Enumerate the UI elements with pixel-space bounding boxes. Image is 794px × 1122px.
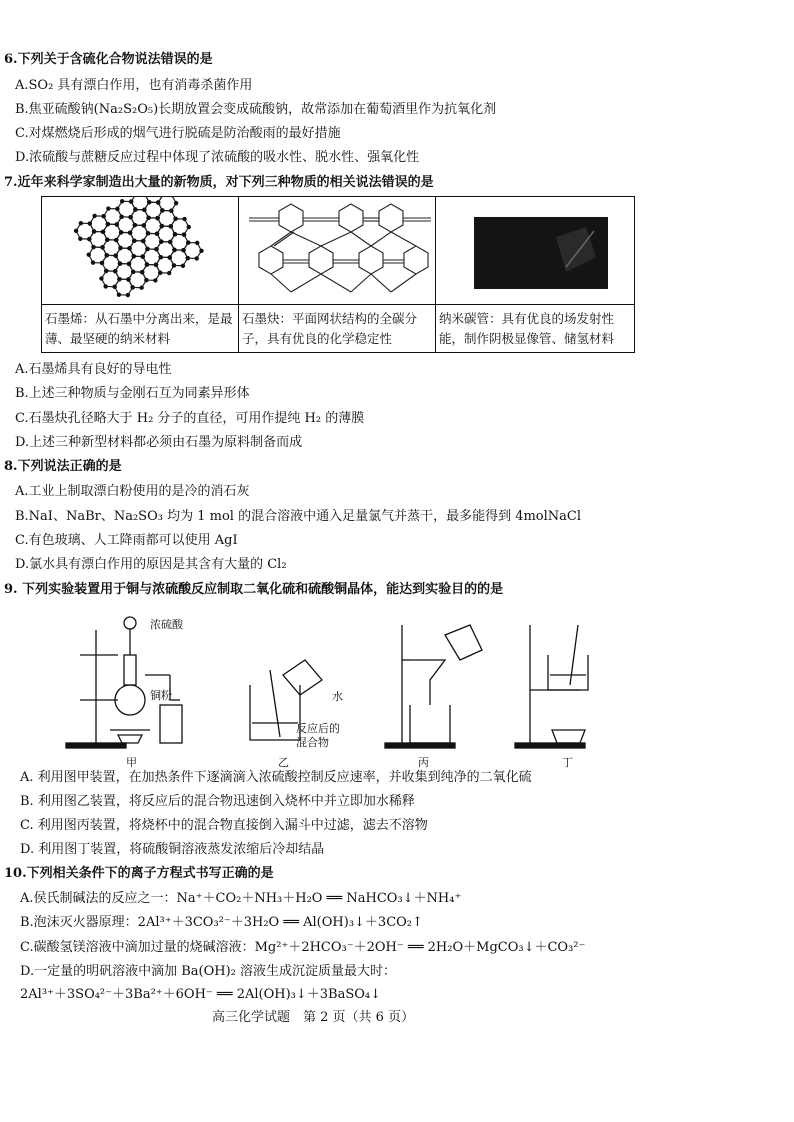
q6-option-c: C.对煤燃烧后形成的烟气进行脱硫是防治酸雨的最好措施 <box>15 126 341 141</box>
lattice-atom <box>168 208 174 214</box>
q10-option-c: C.碳酸氢镁溶液中滴加过量的烧碱溶液：Mg²⁺＋2HCO₃⁻＋2OH⁻ ══ 2H₂O＋MgCO₃↓＋CO₃²⁻ <box>20 940 586 955</box>
lattice-atom <box>173 216 179 222</box>
lattice-atom <box>158 239 164 245</box>
lattice-atom <box>131 253 137 259</box>
lattice-atom <box>140 254 146 260</box>
q10-option-b: B.泡沫灭火器原理：2Al³⁺＋3CO₃²⁻＋3H₂O ══ Al(OH)₃↓＋3CO₂↑ <box>20 915 423 930</box>
q10-option-d-equation: 2Al³⁺＋3SO₄²⁻＋3Ba²⁺＋6OH⁻ ══ 2Al(OH)₃↓＋3BaSO₄↓ <box>20 987 382 1002</box>
q6-stem: 6.下列关于含硫化合物说法错误的是 <box>4 52 213 67</box>
lattice-atom <box>86 236 92 242</box>
lattice-atom <box>181 232 187 238</box>
q7-option-a: A.石墨烯具有良好的导电性 <box>15 362 172 377</box>
lattice-atom <box>125 276 131 282</box>
lattice-atom <box>173 200 179 206</box>
lattice-atom <box>198 248 204 254</box>
lattice-atom <box>185 240 191 246</box>
lattice-atom <box>118 229 124 235</box>
graphyne-caption: 石墨炔：平面网状结构的全碳分子，具有优良的化学稳定性 <box>242 311 418 346</box>
q7-materials-table <box>41 196 635 353</box>
lattice-atom <box>112 284 118 290</box>
nanotube-cell <box>436 197 634 352</box>
lattice-atom <box>130 269 136 275</box>
lattice-atom <box>112 268 118 274</box>
graphene-cell <box>42 197 239 352</box>
q9-stem: 9. 下列实验装置用于铜与浓硫酸反应制取二氧化硫和硫酸铜晶体，能达到实验目的的是 <box>4 582 504 597</box>
lattice-atom <box>73 228 79 234</box>
lattice-atom <box>186 224 192 230</box>
lattice-atom <box>127 230 133 236</box>
lattice-atom <box>167 255 173 261</box>
label-figure-ding: 丁 <box>562 756 573 769</box>
lattice-atom <box>99 260 105 266</box>
lattice-atom <box>98 276 104 282</box>
lattice-atom <box>128 214 134 220</box>
graphene-structure-image <box>42 197 238 304</box>
lattice-atom <box>168 223 174 229</box>
lattice-atom <box>113 237 119 243</box>
lattice-atom <box>77 236 83 242</box>
lattice-atom <box>172 247 178 253</box>
q8-stem: 8.下列说法正确的是 <box>4 459 122 474</box>
q6-option-a: A.SO₂ 具有漂白作用，也有消毒杀菌作用 <box>15 78 253 93</box>
lattice-atom <box>78 220 84 226</box>
lattice-atom <box>194 255 200 261</box>
q7-stem: 7.近年来科学家制造出大量的新物质，对下列三种物质的相关说法错误的是 <box>4 175 434 190</box>
lattice-atom <box>86 252 92 258</box>
graphyne-structure-image <box>239 197 435 304</box>
lattice-atom <box>126 261 132 267</box>
lattice-atom <box>116 276 122 282</box>
lattice-atom <box>182 216 188 222</box>
lattice-atom <box>152 277 158 283</box>
lattice-atom <box>100 244 106 250</box>
q9-option-b: B. 利用图乙装置，将反应后的混合物迅速倒入烧杯中并立即加水稀释 <box>20 794 415 809</box>
lattice-atom <box>101 213 107 219</box>
lattice-atom <box>167 239 173 245</box>
q8-option-a: A.工业上制取漂白粉使用的是冷的消石灰 <box>15 484 250 499</box>
q7-option-c: C.石墨炔孔径略大于 H₂ 分子的直径，可用作提纯 H₂ 的薄膜 <box>15 411 365 426</box>
lattice-atom <box>146 199 152 205</box>
lattice-atom <box>154 231 160 237</box>
lattice-atom <box>117 261 123 267</box>
lattice-atom <box>141 222 147 228</box>
lattice-atom <box>140 238 146 244</box>
q9-option-a: A. 利用图甲装置，在加热条件下逐滴滴入浓硫酸控制反应速率，并收集到纯净的二氧化硫 <box>20 770 532 785</box>
lattice-atom <box>155 215 161 221</box>
lattice-atom <box>92 213 98 219</box>
label-mixture-line1: 反应后的 <box>296 722 340 735</box>
lattice-atom <box>157 270 163 276</box>
lattice-atom <box>90 260 96 266</box>
lattice-atom <box>103 268 109 274</box>
lattice-atom <box>131 238 137 244</box>
q7-option-d: D.上述三种新型材料都必须由石墨为原料制备而成 <box>15 435 303 450</box>
q10-option-d: D.一定量的明矾溶液中滴加 Ba(OH)₂ 溶液生成沉淀质量最大时： <box>20 964 397 979</box>
lattice-atom <box>159 223 165 229</box>
lattice-atom <box>116 292 122 298</box>
label-water: 水 <box>332 690 343 703</box>
lattice-atom <box>119 214 125 220</box>
q6-option-b: B.焦亚硫酸钠(Na₂S₂O₅)长期放置会变成硫酸钠，故常添加在葡萄酒里作为抗氧化剂 <box>15 102 497 117</box>
lattice-atom <box>87 221 93 227</box>
lattice-atom <box>105 206 111 212</box>
lattice-atom <box>119 198 125 204</box>
lattice-hexagon <box>156 197 178 214</box>
q9-option-c: C. 利用图丙装置，将烧杯中的混合物直接倒入漏斗中过滤，滤去不溶物 <box>20 818 428 833</box>
q9-option-d: D. 利用图丁装置，将硫酸铜溶液蒸发浓缩后冷却结晶 <box>20 842 325 857</box>
q8-option-c: C.有色玻璃、人工降雨都可以使用 AgI <box>15 533 238 548</box>
lattice-atom <box>158 254 164 260</box>
lattice-hexagon <box>143 197 165 206</box>
lattice-atom <box>154 246 160 252</box>
q10-option-a: A.侯氏制碱法的反应之一：Na⁺＋CO₂＋NH₃＋H₂O ══ NaHCO₃↓＋NH₄⁺ <box>20 891 462 906</box>
lattice-atom <box>139 285 145 291</box>
graphyne-cell <box>239 197 436 352</box>
nanotube-photo-image <box>436 197 634 304</box>
page-footer: 高三化学试题 第 2 页（共 6 页） <box>212 1010 415 1025</box>
lattice-atom <box>144 262 150 268</box>
lattice-atom <box>104 237 110 243</box>
lattice-atom <box>103 283 109 289</box>
nanotube-caption: 纳米碳管：具有优良的场发射性能，制作阴极显像管、储氢材料 <box>439 311 615 346</box>
lattice-atom <box>114 221 120 227</box>
lattice-atom <box>132 207 138 213</box>
q8-option-d: D.氯水具有漂白作用的原因是其含有大量的 Cl₂ <box>15 557 287 572</box>
lattice-atom <box>128 199 134 205</box>
lattice-atom <box>145 246 151 252</box>
label-mixture-line2: 混合物 <box>296 736 329 749</box>
label-figure-bing: 丙 <box>418 756 429 769</box>
lattice-atom <box>185 255 191 261</box>
lattice-atom <box>114 206 120 212</box>
label-figure-jia: 甲 <box>126 756 137 769</box>
lattice-atom <box>194 240 200 246</box>
lattice-atom <box>172 231 178 237</box>
lattice-atom <box>125 292 131 298</box>
lattice-atom <box>118 245 124 251</box>
q9-apparatus-figure <box>0 605 794 765</box>
lattice-atom <box>145 230 151 236</box>
lattice-atom <box>171 262 177 268</box>
lattice-atom <box>91 228 97 234</box>
q10-stem: 10.下列相关条件下的离子方程式书写正确的是 <box>4 866 274 881</box>
label-figure-yi: 乙 <box>278 756 289 769</box>
label-copper-powder: 铜粉 <box>150 689 172 702</box>
lattice-atom <box>146 215 152 221</box>
lattice-atom <box>100 229 106 235</box>
lattice-atom <box>127 245 133 251</box>
label-concentrated-sulfuric-acid: 浓硫酸 <box>150 618 183 631</box>
lattice-atom <box>104 252 110 258</box>
lattice-atom <box>139 269 145 275</box>
lattice-atom <box>130 284 136 290</box>
lattice-atom <box>91 244 97 250</box>
lattice-atom <box>159 207 165 213</box>
lattice-atom <box>180 263 186 269</box>
lattice-atom <box>113 253 119 259</box>
q7-option-b: B.上述三种物质与金刚石互为同素异形体 <box>15 386 250 401</box>
q8-option-b: B.NaI、NaBr、Na₂SO₃ 均为 1 mol 的混合溶液中通入足量氯气并蒸干，最多能得到 4molNaCl <box>15 509 582 524</box>
lattice-atom <box>132 222 138 228</box>
lattice-atom <box>166 270 172 276</box>
lattice-atom <box>153 262 159 268</box>
lattice-atom <box>143 277 149 283</box>
graphene-caption: 石墨烯：从石墨中分离出来，是最薄、最坚硬的纳米材料 <box>45 311 233 346</box>
q6-option-d: D.浓硫酸与蔗糖反应过程中体现了浓硫酸的吸水性、脱水性、强氧化性 <box>15 150 420 165</box>
lattice-atom <box>141 207 147 213</box>
lattice-atom <box>155 200 161 206</box>
lattice-atom <box>105 221 111 227</box>
lattice-atom <box>181 247 187 253</box>
